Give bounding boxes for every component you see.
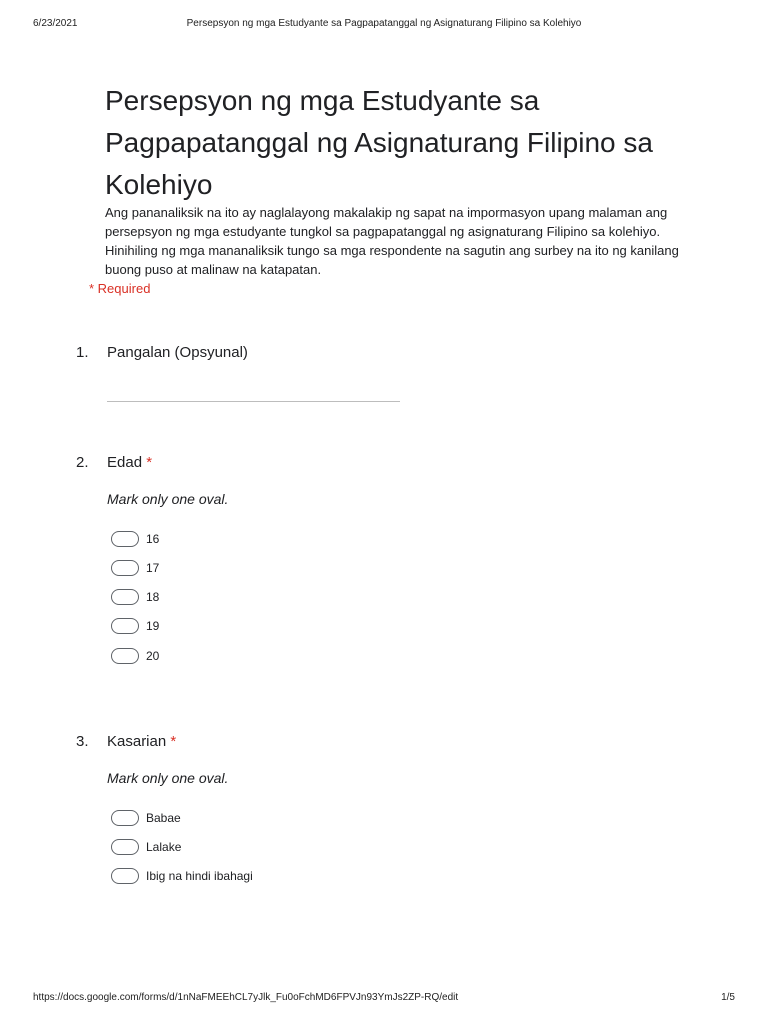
option-label: Babae: [146, 811, 181, 825]
option-age-19[interactable]: [111, 616, 159, 636]
question-label: [107, 733, 176, 750]
question-label-text: Edad: [107, 454, 143, 471]
radio-oval[interactable]: [111, 810, 139, 826]
question-label: [107, 454, 152, 471]
option-gender-undisclosed[interactable]: [111, 866, 253, 886]
question-label: [107, 344, 248, 361]
option-gender-lalake[interactable]: [111, 837, 181, 857]
name-answer-field[interactable]: [107, 399, 400, 402]
print-date: 6/23/2021: [33, 18, 78, 29]
question-hint: Mark only one oval.: [107, 770, 229, 786]
radio-oval[interactable]: [111, 839, 139, 855]
option-age-17[interactable]: [111, 558, 159, 578]
print-url: https://docs.google.com/forms/d/1nNaFMEEhCL7yJlk_Fu0oFchMD6FPVJn93YmJs2ZP-RQ/edit: [33, 992, 459, 1003]
question-hint: Mark only one oval.: [107, 491, 229, 507]
question-number: 3.: [76, 733, 89, 750]
question-label-text: Pangalan (Opsyunal): [107, 344, 248, 361]
option-age-16[interactable]: [111, 529, 159, 549]
option-label: 16: [146, 532, 160, 546]
option-label: Ibig na hindi ibahagi: [146, 869, 253, 883]
option-label: Lalake: [146, 840, 182, 854]
radio-oval[interactable]: [111, 589, 139, 605]
question-number: 2.: [76, 454, 89, 471]
option-label: 20: [146, 649, 160, 663]
question-label-text: Kasarian: [107, 733, 167, 750]
print-header: [33, 18, 735, 32]
print-footer: [33, 992, 735, 1006]
form-description: Ang pananaliksik na ito ay naglalayong makalakip ng sapat na impormasyon upang malaman ang persepsyon ng mga estudyante tungkol sa pagpapatanggal ng asignaturang Filipino sa kolehiyo. Hinihiling ng mga mananaliksik tungo sa mga respondente na sagutin ang surbey na ito ng kanilang buong puso at malinaw na katapatan.: [105, 205, 679, 277]
radio-oval[interactable]: [111, 560, 139, 576]
required-star: *: [146, 454, 153, 471]
required-note: * Required: [89, 281, 151, 296]
option-label: 19: [146, 619, 160, 633]
radio-oval[interactable]: [111, 531, 139, 547]
option-gender-babae[interactable]: [111, 808, 181, 828]
option-age-18[interactable]: [111, 587, 159, 607]
page-number: 1/5: [721, 992, 735, 1003]
radio-oval[interactable]: [111, 648, 139, 664]
required-star: *: [170, 733, 177, 750]
radio-oval[interactable]: [111, 618, 139, 634]
question-number: 1.: [76, 344, 89, 361]
option-age-20[interactable]: [111, 646, 159, 666]
print-page-title: Persepsyon ng mga Estudyante sa Pagpapatanggal ng Asignaturang Filipino sa Kolehiyo: [186, 18, 582, 29]
radio-oval[interactable]: [111, 868, 139, 884]
option-label: 18: [146, 590, 160, 604]
option-label: 17: [146, 561, 160, 575]
form-title: Persepsyon ng mga Estudyante sa Pagpapatanggal ng Asignaturang Filipino sa Kolehiyo: [105, 85, 653, 200]
